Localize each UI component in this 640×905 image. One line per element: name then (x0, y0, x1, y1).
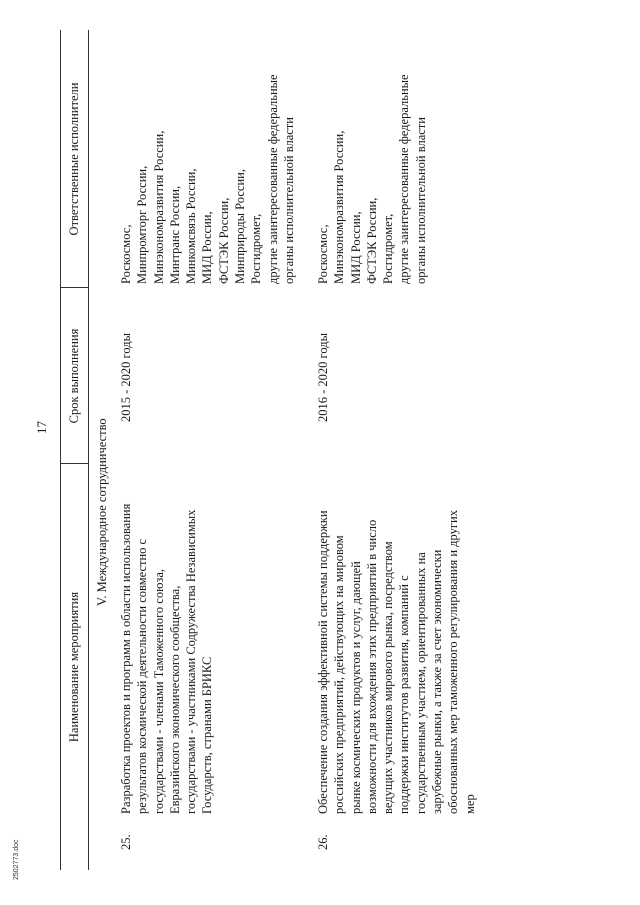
header-responsible: Ответственные исполнители (67, 82, 81, 236)
row-deadline: 2016 - 2020 годы (316, 332, 330, 422)
section-title: V. Международное сотрудничество (95, 418, 109, 606)
rotated-document-page (34, 30, 500, 870)
row-responsible: Роскосмос, Минпромторг России, Минэкономразвития России, Минтранс России, Минкомсвязь России, МИД России, ФСТЭК России, Минприроды России, Росгидромет, другие заинтересованные федеральные органы исполнительной власти (119, 74, 296, 284)
row-responsible: Роскосмос, Минэкономразвития России, МИД России, ФСТЭК России, Росгидромет, другие заинтересованные федеральные органы исполнительной власти (316, 74, 428, 284)
document-id-footer (13, 839, 73, 890)
row-number: 25. (119, 834, 133, 850)
header-deadline: Срок выполнения (67, 328, 81, 424)
page-number: 17 (34, 421, 49, 434)
row-name: Обеспечение создания эффективной системы поддержки российских предприятий, действующих на мировом рынке космических продуктов и услуг, дающей возможности для вхождения этих предприятий в число ведущих участников мирового рынка, посредством поддержки институтов развития, компаний с государственным участием, ориентированных на зарубежные рынки, а также за счет экономически обоснованных мер таможенного регулирования и других мер (316, 510, 477, 814)
row-deadline: 2015 - 2020 годы (119, 332, 133, 422)
header-name: Наименование мероприятия (67, 591, 81, 743)
row-name: Разработка проектов и программ в области использования результатов космической деятельности совместно с государствами - членами Таможенного союза, Евразийского экономического сообщества, государствами - участниками Содружества Независимых Государств, странами БРИКС (119, 503, 215, 814)
row-number: 26. (316, 834, 330, 850)
header-bottom-rule (88, 30, 89, 870)
document-id: 2502773.doc (13, 839, 20, 880)
